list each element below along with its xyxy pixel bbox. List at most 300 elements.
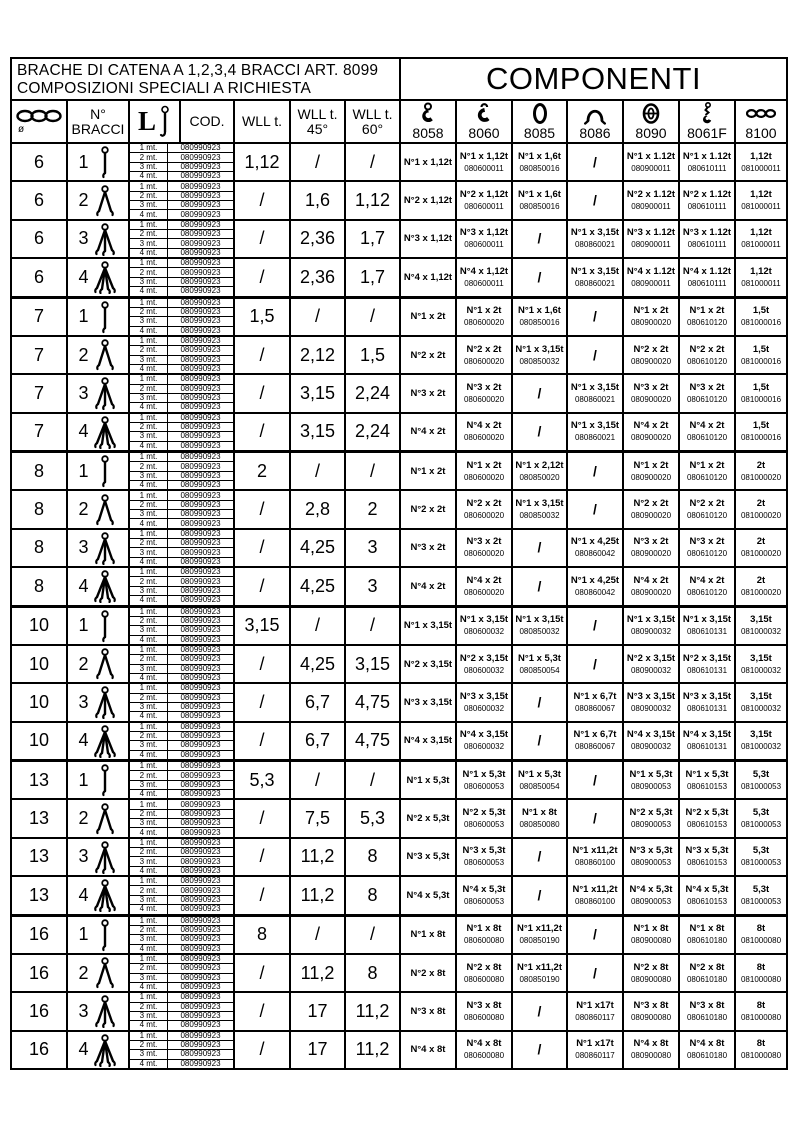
length-label: 1 mt.: [130, 530, 168, 538]
not-applicable-slash: /: [593, 192, 597, 209]
length-row: [130, 1032, 233, 1041]
component-qty: N°1 x 2t: [466, 459, 502, 471]
column-header-bracci: [68, 101, 130, 142]
component-cell-8085: [513, 646, 568, 682]
component-qty: N°3 x 8t: [410, 1005, 446, 1017]
bracci-cell: [68, 684, 130, 720]
length-label: 4 mt.: [130, 905, 168, 913]
component-cell-8086: [568, 608, 624, 644]
length-code: 080990923: [180, 838, 221, 847]
length-code: 080990923: [180, 586, 221, 595]
component-cell-8100: [736, 491, 786, 527]
wll60-cell: 1,12: [346, 182, 401, 218]
wll45-cell: 11,2: [291, 955, 346, 991]
wll-cell: /: [235, 646, 291, 682]
wll60-cell: 3: [346, 530, 401, 566]
component-order-code: 080600032: [463, 627, 505, 637]
wll45-cell: 7,5: [291, 800, 346, 836]
table-row: [12, 528, 786, 566]
component-cell-8058: [401, 530, 457, 566]
length-row: [130, 249, 233, 257]
component-qty: N°2 x 2t: [466, 343, 502, 355]
legs-icon: [92, 376, 118, 410]
length-row: [130, 299, 233, 308]
wll45-cell: 3,15: [291, 375, 346, 411]
length-code: 080990923: [180, 548, 221, 557]
length-code: 080990923: [180, 182, 221, 191]
component-qty: N°2 x 1.12t: [626, 189, 676, 201]
component-qty: 1,5t: [752, 343, 770, 355]
component-cell-8085: [513, 144, 568, 180]
component-qty: N°2 x 1.12t: [682, 189, 732, 201]
component-qty: N°3 x 5,3t: [685, 845, 729, 857]
length-row: [130, 539, 233, 548]
component-order-code: 081000053: [740, 781, 782, 791]
grab-hook-icon: [695, 102, 719, 125]
length-code: 080990923: [180, 259, 221, 268]
component-order-code: 081000020: [740, 472, 782, 482]
table-row: [12, 605, 786, 644]
component-order-code: 080850032: [519, 356, 560, 366]
component-order-code: 080610153: [686, 896, 728, 906]
component-cell-8060: [457, 375, 513, 411]
component-cell-8090: [624, 375, 680, 411]
component-order-code: 080600011: [464, 240, 504, 250]
bracci-cell: [68, 839, 130, 875]
length-label: 3 mt.: [130, 1050, 168, 1058]
component-cell-8086: [568, 762, 624, 798]
wll60-cell: 11,2: [346, 1032, 401, 1068]
component-qty: N°2 x 3,15t: [682, 652, 732, 664]
component-cell-8085: [513, 877, 568, 913]
length-label: 2 mt.: [130, 964, 168, 972]
component-qty: N°1 x 1,12t: [403, 156, 453, 168]
length-row: [130, 917, 233, 926]
component-cell-8090: [624, 877, 680, 913]
wll45-line2: 45°: [306, 120, 329, 137]
length-label: 3 mt.: [130, 163, 168, 171]
component-qty: N°1 x 1.12t: [626, 150, 676, 162]
length-label: 1 mt.: [130, 955, 168, 963]
component-order-code: 080860021: [574, 394, 616, 404]
component-order-code: 080860042: [574, 587, 616, 597]
legs-icon: [92, 569, 118, 603]
component-order-code: 080850054: [519, 781, 560, 791]
length-row: [130, 501, 233, 510]
length-row: [130, 694, 233, 703]
length-code: 080990923: [180, 557, 221, 566]
length-code: 080990923: [180, 239, 221, 248]
component-order-code: 081000016: [740, 318, 782, 328]
table-row: [12, 180, 786, 218]
table-row: [12, 644, 786, 682]
component-cell-8058: [401, 917, 457, 953]
bracci-cell: [68, 877, 130, 913]
length-row: [130, 587, 233, 596]
bracci-cell: [68, 568, 130, 604]
length-label: 3 mt.: [130, 432, 168, 440]
length-row: [130, 732, 233, 741]
length-code: 080990923: [180, 210, 221, 219]
component-order-code: 080860100: [574, 858, 616, 868]
component-cell-8061F: [680, 608, 736, 644]
wll60-cell: /: [346, 144, 401, 180]
component-qty: N°3 x 3,15t: [403, 696, 453, 708]
length-code: 080990923: [180, 432, 221, 441]
component-qty: N°4 x 2t: [466, 574, 502, 586]
length-label: 2 mt.: [130, 886, 168, 894]
length-code: 080990923: [180, 393, 221, 403]
component-cell-8060: [457, 453, 513, 489]
wll45-cell: /: [291, 299, 346, 335]
component-qty: N°1 x 2t: [689, 459, 725, 471]
length-label: 1 mt.: [130, 762, 168, 770]
component-cell-8086: [568, 182, 624, 218]
component-order-code: 080850190: [519, 936, 560, 946]
component-order-code: 080900020: [630, 394, 672, 404]
length-label: 3 mt.: [130, 626, 168, 634]
length-row: [130, 287, 233, 295]
component-cell-8085: [513, 453, 568, 489]
component-cell-8058: [401, 877, 457, 913]
component-cell-8100: [736, 877, 786, 913]
wll45-cell: 4,25: [291, 568, 346, 604]
not-applicable-slash: /: [537, 886, 542, 903]
length-row: [130, 385, 233, 394]
wll45-cell: 11,2: [291, 839, 346, 875]
legs-count: 1: [78, 769, 89, 790]
component-cell-8085: [513, 917, 568, 953]
component-cell-8085: [513, 568, 568, 604]
length-code: 080990923: [180, 153, 221, 162]
component-order-code: 080600011: [464, 202, 504, 212]
component-cell-8086: [568, 723, 624, 759]
component-qty: N°3 x 8t: [466, 999, 502, 1011]
length-row: [130, 259, 233, 268]
length-code: 080990923: [180, 771, 221, 780]
component-qty: N°3 x 2t: [633, 381, 669, 393]
component-order-code: 081000080: [740, 974, 782, 984]
diameter-cell: 7: [12, 375, 68, 411]
component-order-code: 080600020: [463, 318, 505, 328]
length-row: [130, 964, 233, 973]
component-qty: N°4 x 3,15t: [403, 735, 453, 747]
component-qty: N°2 x 2t: [410, 504, 446, 516]
legs-count: 3: [78, 537, 89, 558]
component-order-code: 080900020: [630, 472, 672, 482]
component-order-code: 080600032: [463, 665, 505, 675]
length-row: [130, 751, 233, 759]
length-row: [130, 828, 233, 836]
length-code: 080990923: [180, 635, 221, 644]
length-table: [130, 646, 235, 682]
column-header-8100: [736, 101, 786, 142]
length-code: 080990923: [180, 905, 221, 914]
legs-count: 1: [78, 151, 89, 172]
component-order-code: 080600020: [463, 394, 505, 404]
component-qty: N°2 x 5,3t: [462, 807, 506, 819]
legs-count: 2: [78, 808, 89, 829]
legs-count: 4: [78, 1039, 89, 1060]
length-code: 080990923: [180, 500, 221, 509]
length-code: 080990923: [180, 993, 221, 1002]
length-code: 080990923: [180, 1021, 221, 1030]
component-cell-8090: [624, 608, 680, 644]
legs-icon: [92, 685, 118, 719]
column-header-8058: [401, 101, 457, 142]
component-order-code: 080850016: [519, 318, 560, 328]
length-table: [130, 762, 235, 798]
component-qty: N°1 x 3,15t: [570, 381, 620, 393]
length-label: 4 mt.: [130, 596, 168, 604]
length-row: [130, 530, 233, 539]
component-order-code: 080900011: [631, 202, 671, 212]
component-cell-8058: [401, 646, 457, 682]
component-cell-8100: [736, 955, 786, 991]
length-label: 3 mt.: [130, 201, 168, 209]
length-label: 4 mt.: [130, 867, 168, 875]
legs-count: 1: [78, 924, 89, 945]
component-qty: N°1 x 1,12t: [459, 150, 509, 162]
table-row: [12, 373, 786, 411]
component-cell-8061F: [680, 917, 736, 953]
length-table: [130, 993, 235, 1029]
length-code: 080990923: [180, 307, 221, 317]
component-cell-8058: [401, 299, 457, 335]
component-cell-8086: [568, 144, 624, 180]
component-qty: N°2 x 2t: [689, 498, 725, 510]
component-cell-8060: [457, 144, 513, 180]
component-cell-8058: [401, 723, 457, 759]
component-qty: 1,5t: [752, 420, 770, 432]
wll45-cell: 3,15: [291, 414, 346, 450]
component-cell-8058: [401, 762, 457, 798]
bracci-cell: [68, 530, 130, 566]
component-qty: N°3 x 3,15t: [626, 690, 676, 702]
legs-icon: [92, 222, 118, 256]
length-label: 4 mt.: [130, 172, 168, 180]
length-label: 3 mt.: [130, 935, 168, 943]
component-order-code: 080600080: [463, 936, 505, 946]
component-qty: N°2 x 5,3t: [406, 813, 450, 825]
master-link-icon: [582, 102, 608, 125]
length-label: 1 mt.: [130, 839, 168, 847]
bracci-cell: [68, 608, 130, 644]
wll45-cell: /: [291, 608, 346, 644]
component-order-code: 081000053: [740, 858, 782, 868]
not-applicable-slash: /: [593, 810, 597, 827]
bracci-cell: [68, 491, 130, 527]
length-row: [130, 278, 233, 287]
wll-cell: /: [235, 337, 291, 373]
component-cell-8090: [624, 530, 680, 566]
length-row: [130, 1041, 233, 1050]
diameter-cell: 10: [12, 608, 68, 644]
bracci-cell: [68, 299, 130, 335]
component-qty: 1,5t: [752, 381, 770, 393]
bracci-cell: [68, 955, 130, 991]
component-cell-8085: [513, 414, 568, 450]
component-order-code: 081000032: [740, 703, 782, 713]
wll60-cell: 4,75: [346, 684, 401, 720]
component-order-code: 080610180: [686, 1051, 728, 1061]
oval-link-icon: [528, 102, 552, 125]
wll-cell: /: [235, 221, 291, 257]
component-cell-8058: [401, 608, 457, 644]
length-table: [130, 491, 235, 527]
length-label: 2 mt.: [130, 462, 168, 470]
length-row: [130, 636, 233, 644]
wll-cell: 5,3: [235, 762, 291, 798]
length-table: [130, 221, 235, 257]
component-cell-8090: [624, 568, 680, 604]
component-code-8058: 8058: [412, 125, 444, 141]
component-qty: N°2 x 3,15t: [626, 652, 676, 664]
component-cell-8060: [457, 955, 513, 991]
bracci-cell: [68, 800, 130, 836]
length-label: 4 mt.: [130, 751, 168, 759]
component-qty: N°4 x 2t: [410, 426, 446, 438]
length-code: 080990923: [180, 539, 221, 548]
length-row: [130, 1012, 233, 1021]
length-label: 3 mt.: [130, 819, 168, 827]
component-qty: N°4 x 5,3t: [406, 889, 450, 901]
not-applicable-slash: /: [593, 346, 597, 363]
length-row: [130, 646, 233, 655]
length-code: 080990923: [180, 866, 221, 875]
component-order-code: 080900020: [630, 549, 672, 559]
length-label: 1 mt.: [130, 877, 168, 885]
wll60-cell: /: [346, 299, 401, 335]
component-qty: N°1 x 2t: [689, 305, 725, 317]
component-qty: N°4 x 3,15t: [626, 729, 676, 741]
component-cell-8058: [401, 337, 457, 373]
component-qty: N°1 x 3,15t: [515, 343, 564, 355]
component-order-code: 081000080: [740, 1051, 782, 1061]
length-label: 1 mt.: [130, 182, 168, 190]
length-label: 2 mt.: [130, 848, 168, 856]
component-qty: N°1 x 2t: [633, 459, 669, 471]
diameter-cell: 16: [12, 955, 68, 991]
component-qty: 8t: [756, 923, 766, 935]
length-row: [130, 327, 233, 335]
component-cell-8086: [568, 1032, 624, 1068]
length-row: [130, 819, 233, 828]
wll60-cell: 2,24: [346, 414, 401, 450]
length-label: 3 mt.: [130, 510, 168, 518]
table-row: [12, 296, 786, 335]
length-label: 2 mt.: [130, 346, 168, 354]
length-row: [130, 684, 233, 693]
component-qty: N°4 x 1,12t: [403, 271, 453, 283]
length-code: 080990923: [180, 973, 221, 982]
diameter-cell: 6: [12, 182, 68, 218]
table-row: [12, 144, 786, 180]
length-code: 080990923: [180, 462, 221, 471]
component-qty: N°1 x 4,25t: [570, 536, 620, 548]
component-qty: 2t: [756, 574, 766, 586]
length-row: [130, 839, 233, 848]
wll-cell: /: [235, 568, 291, 604]
component-qty: 2t: [756, 536, 766, 548]
component-cell-8086: [568, 299, 624, 335]
component-qty: 8t: [756, 1038, 766, 1050]
component-cell-8090: [624, 144, 680, 180]
length-label: 4 mt.: [130, 1060, 168, 1068]
length-table: [130, 1032, 235, 1068]
component-order-code: 080850020: [519, 472, 560, 482]
component-cell-8061F: [680, 414, 736, 450]
component-cell-8090: [624, 337, 680, 373]
component-cell-8100: [736, 144, 786, 180]
bracci-cell: [68, 762, 130, 798]
length-row: [130, 472, 233, 481]
component-order-code: 080900011: [631, 278, 671, 288]
component-qty: N°4 x 8t: [466, 1038, 502, 1050]
wll45-cell: 2,12: [291, 337, 346, 373]
component-order-code: 080900080: [630, 1051, 672, 1061]
component-order-code: 080900011: [631, 163, 671, 173]
wll60-cell: 4,75: [346, 723, 401, 759]
wll45-cell: 1,6: [291, 182, 346, 218]
component-qty: 5,3t: [752, 768, 770, 780]
length-code: 080990923: [180, 916, 221, 925]
legs-count: 3: [78, 691, 89, 712]
not-applicable-slash: /: [593, 308, 597, 325]
component-qty: N°1 x 3,15t: [403, 620, 453, 632]
length-label: 3 mt.: [130, 472, 168, 480]
length-label: 2 mt.: [130, 771, 168, 779]
length-row: [130, 153, 233, 162]
component-order-code: 080610131: [686, 627, 728, 637]
length-row: [130, 674, 233, 682]
length-code: 080990923: [180, 895, 221, 904]
component-qty: 3,15t: [750, 614, 772, 626]
component-order-code: 080610180: [686, 936, 728, 946]
length-code: 080990923: [180, 355, 221, 364]
component-qty: N°3 x 2t: [410, 542, 446, 554]
length-code: 080990923: [180, 364, 221, 374]
component-qty: N°1 x 3,15t: [515, 498, 564, 510]
component-order-code: 080600080: [463, 974, 505, 984]
column-header-8090: [624, 101, 680, 142]
component-order-code: 080610120: [686, 587, 728, 597]
wll45-cell: 4,25: [291, 646, 346, 682]
component-qty: N°4 x 5,3t: [629, 883, 673, 895]
length-code: 080990923: [180, 741, 221, 750]
diameter-cell: 8: [12, 530, 68, 566]
table-row: [12, 914, 786, 953]
component-cell-8090: [624, 453, 680, 489]
component-qty: N°4 x 2t: [633, 420, 669, 432]
component-cell-8060: [457, 917, 513, 953]
component-cell-8058: [401, 684, 457, 720]
length-label: 4 mt.: [130, 519, 168, 527]
component-order-code: 081000080: [740, 936, 782, 946]
component-order-code: 080900032: [630, 665, 672, 675]
length-row: [130, 993, 233, 1002]
diameter-cell: 7: [12, 299, 68, 335]
component-qty: N°3 x 2t: [466, 381, 502, 393]
legs-icon: [92, 415, 118, 449]
component-qty: N°2 x 2t: [689, 343, 725, 355]
length-label: 1 mt.: [130, 299, 168, 307]
length-code: 080990923: [180, 722, 221, 731]
length-label: 1 mt.: [130, 337, 168, 345]
component-order-code: 081000053: [740, 896, 782, 906]
sling-length-icon: [159, 105, 171, 139]
length-code: 080990923: [180, 780, 221, 789]
